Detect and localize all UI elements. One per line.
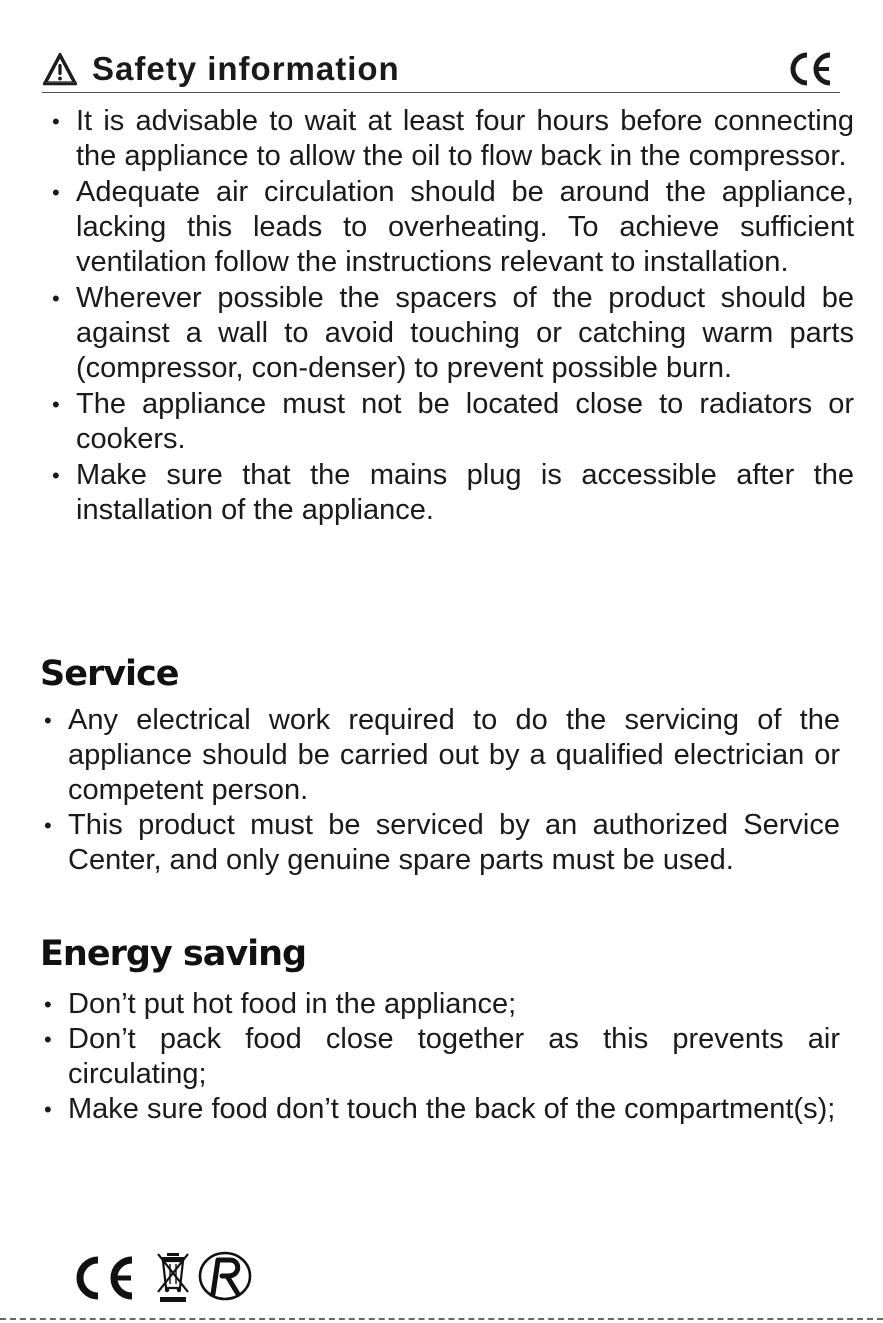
list-item: • It is advisable to wait at least four hours before connecting the appliance to allow the oil to flow back in the compressor. [52, 105, 854, 172]
rohs-r-mark [198, 1250, 254, 1302]
list-item: • Don’t pack food close together as this prevents air circulating; [44, 1023, 840, 1090]
ce-mark [66, 1254, 138, 1302]
safety-list [42, 104, 854, 529]
energy-saving-heading: Energy saving [40, 934, 307, 974]
list-item: • The appliance must not be located close to radiators or cookers. [52, 388, 854, 455]
page-title: Safety information [92, 50, 400, 87]
service-heading: Service [40, 654, 179, 694]
list-item: • Make sure that the mains plug is accessible after the installation of the appliance. [52, 459, 854, 526]
list-item: • Make sure food don’t touch the back of the compartment(s); [44, 1093, 836, 1125]
certification-logos [66, 1246, 266, 1306]
list-item: • Wherever possible the spacers of the product should be against a wall to avoid touching or catching warm parts (compressor, con-denser) to prevent possible burn. [52, 282, 854, 384]
bottom-dashed-rule [0, 1318, 883, 1320]
safety-header [42, 46, 840, 93]
service-list [34, 703, 840, 878]
warning-triangle-icon [42, 52, 78, 86]
list-item: • Adequate air circulation should be around the appliance, lacking this leads to overheating. To achieve sufficient ventilation follow the instructions relevant to installation. [52, 176, 854, 278]
list-item: • Don’t put hot food in the appliance; [44, 988, 517, 1020]
ce-mark [786, 50, 834, 88]
list-item: • This product must be serviced by an authorized Service Center, and only genuine spare parts must be used. [44, 809, 840, 876]
weee-crossed-bin-icon [156, 1250, 190, 1304]
energy-saving-list [34, 987, 840, 1127]
list-item: • Any electrical work required to do the servicing of the appliance should be carried out by a qualified electrician or competent person. [44, 704, 840, 806]
